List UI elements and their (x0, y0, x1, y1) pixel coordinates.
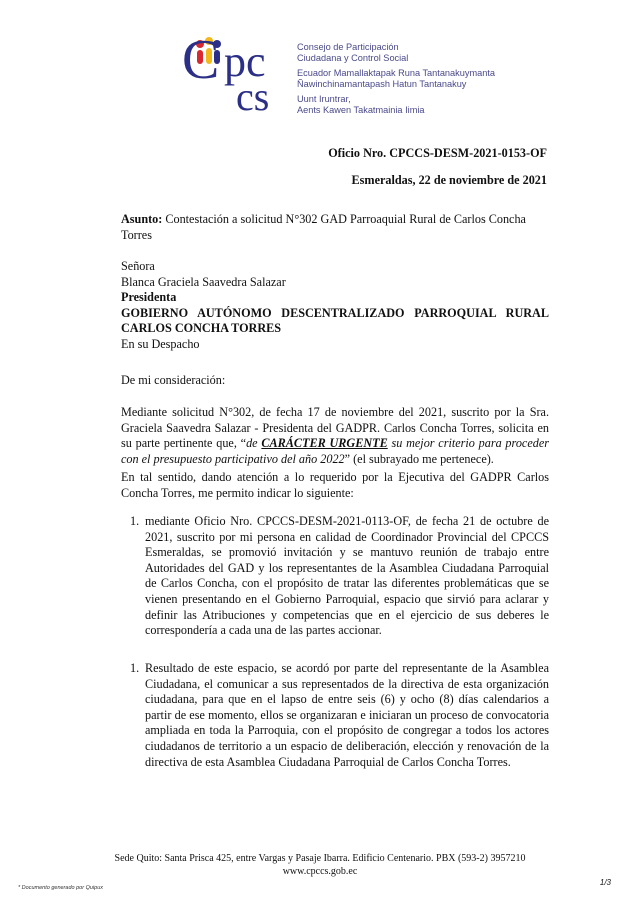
place-date: Esmeraldas, 22 de noviembre de 2021 (351, 173, 547, 187)
footer-website: www.cpccs.gob.ec (282, 866, 358, 877)
list-item-2-number: 1. (130, 661, 140, 675)
para1-text-b: de (246, 436, 262, 451)
logo-letters-pc: pc (224, 37, 266, 86)
recipient-name: Blanca Graciela Saavedra Salazar (121, 274, 286, 289)
subject-text: Contestación a solicitud N°302 GAD Parroaquial Rural de Carlos Concha Torres (121, 212, 526, 242)
footer-address: Sede Quito: Santa Prisca 425, entre Vargas y Pasaje Ibarra. Edificio Centenario. PBX (593-2) 3957210 (114, 853, 526, 864)
subject (121, 212, 549, 243)
recipient-block (121, 259, 549, 353)
subject-label: Asunto: (121, 212, 163, 226)
list-item-1-number: 1. (130, 514, 140, 528)
logo-letter-c: C (182, 29, 220, 91)
org-line-3: Ecuador Mamallaktapak Runa Tantanakuymanta (297, 68, 495, 78)
org-line-1: Consejo de Participación (297, 42, 399, 52)
page-number: 1/3 (599, 878, 611, 887)
para1-urgent: CARÁCTER URGENTE (261, 436, 388, 451)
org-line-4: Ñawinchinamantapash Hatun Tantanakuy (297, 79, 467, 89)
org-line-2: Ciudadana y Control Social (297, 53, 409, 63)
paragraph-request (121, 405, 549, 467)
list-item-2: Resultado de este espacio, se acordó por parte del representante de la Asamblea Ciudadana, el comunicar a sus representados de la directiva de esta organización ciudadana, para que en el lapso de entre seis (6) y ocho (8) días calendarios a partir de ese momento, ellos se organizaran e iniciaran un proceso de convocatoria ampliada en toda la Parroquia, con el propósito de congregar a todos los actores ciudadanos de territorio a un espacio de deliberación, elección y renovación de la directiva de esta Asamblea Ciudadana Parroquial de Carlos Concha Torres. (145, 661, 549, 769)
document-reference: Oficio Nro. CPCCS-DESM-2021-0153-OF (328, 146, 547, 160)
para1-text-d: su mejor criterio para proceder con el presupuesto participativo del año 2022 (121, 436, 549, 466)
paragraph-attention: En tal sentido, dando atención a lo requerido por la Ejecutiva del GADPR Carlos Concha Torres, me permito indicar lo siguiente: (121, 470, 549, 500)
recipient-role: Presidenta (121, 290, 177, 305)
recipient-org-line-1: GOBIERNO AUTÓNOMO DESCENTRALIZADO PARROQUIAL RURAL (121, 305, 549, 320)
cpccs-logo (182, 26, 294, 112)
para1-text-e: ” (el subrayado me pertenece). (344, 451, 494, 466)
greeting: De mi consideración: (121, 373, 226, 387)
recipient-org-line-2: CARLOS CONCHA TORRES (121, 321, 282, 336)
generated-note: * Documento generado por Quipux (18, 885, 103, 891)
list-item-1: mediante Oficio Nro. CPCCS-DESM-2021-0113-OF, de fecha 21 de octubre de 2021, suscrito por mi persona en calidad de Coordinador Provincial del CPCCS Esmeraldas, se promovió invitación y se mantuvo reunión de trabajo entre Autoridades del GAD y los representantes de la Asamblea Ciudadana Parroquial de Carlos Concha, con el propósito de tratar las diferentes problemáticas que se vienen presentando en el Gobierno Parroquial, espacio que sirvió para aclarar y definir las Atribuciones y competencias que en el ejercicio de sus deberes le correspondería a cada una de las partes accionar. (145, 514, 549, 638)
recipient-place: En su Despacho (121, 336, 200, 351)
para1-text-a: Mediante solicitud N°302, de fecha 17 de noviembre del 2021, suscrito por la Sra. Graciela Saavedra Salazar - Presidenta del GADPR. Carlos Concha Torres, solicita en su parte pertinente que, “ (121, 405, 549, 451)
org-line-5: Uunt Iruntrar, (297, 94, 351, 104)
org-line-6: Aents Kawen Takatmainia Iimia (297, 105, 425, 115)
organization-names (297, 42, 495, 116)
salutation: Señora (121, 259, 155, 273)
logo-letters-cs: cs (236, 74, 270, 112)
